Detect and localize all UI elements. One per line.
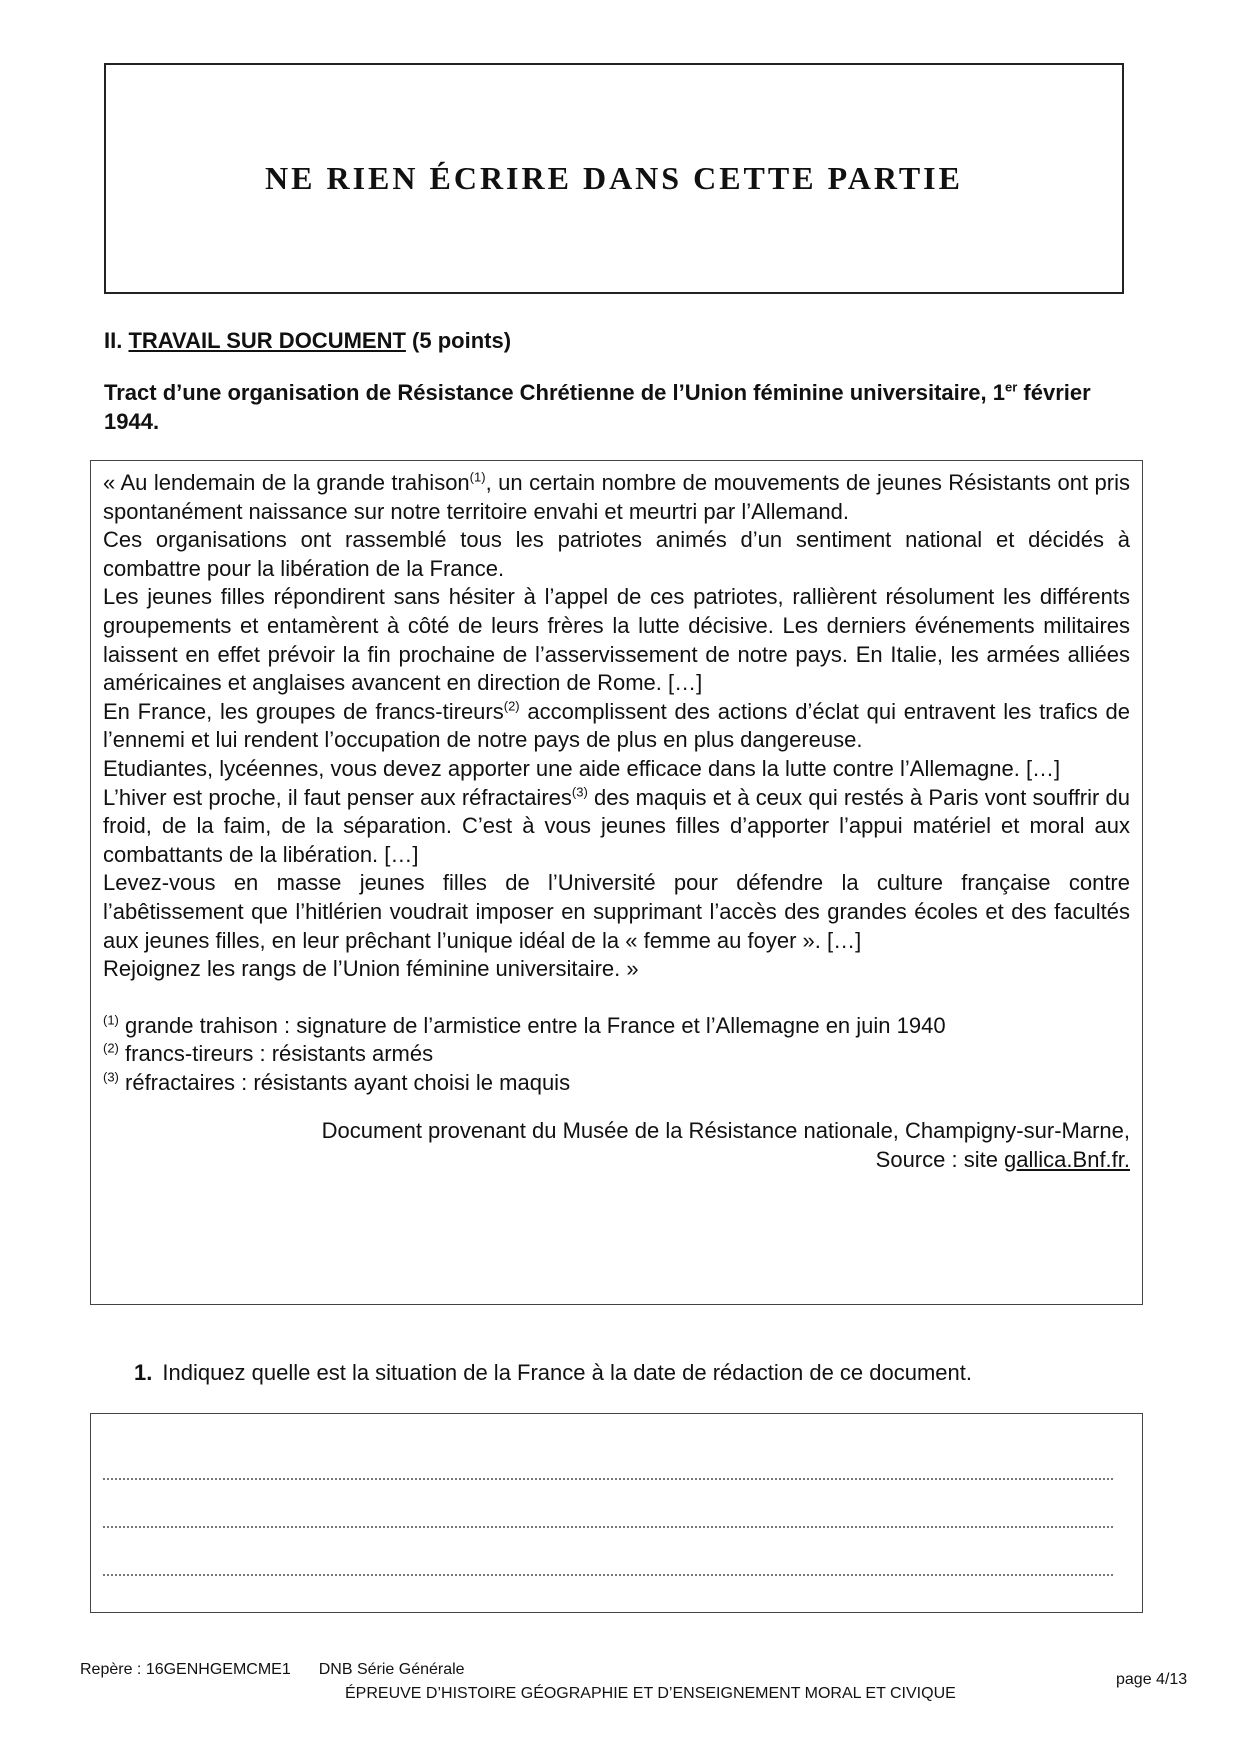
section-points: (5 points) bbox=[412, 328, 512, 353]
source-site bbox=[103, 1146, 1130, 1175]
footnote bbox=[103, 1040, 1130, 1069]
footer-info bbox=[80, 1661, 493, 1679]
section-heading bbox=[104, 328, 511, 354]
answer-line[interactable] bbox=[103, 1478, 1113, 1480]
document-paragraph: Les jeunes filles répondirent sans hésiter à l’appel de ces patriotes, rallièrent résolument les différents groupements et entamèrent à côté de leurs frères la lutte décisive. Les derniers événements militaires laissent en effet prévoir la fin prochaine de l’asservissement de notre pays. En Italie, les armées alliées américaines et anglaises avancent en direction de Rome. […] bbox=[103, 584, 1130, 696]
source-link[interactable]: gallica.Bnf.fr. bbox=[1004, 1147, 1130, 1173]
document-paragraph: Etudiantes, lycéennes, vous devez apporter une aide efficace dans la lutte contre l’Allemagne. […] bbox=[103, 755, 1061, 781]
document-paragraph: Levez-vous en masse jeunes filles de l’Université pour défendre la culture française contre l’abêtissement que l’hitlérien voudrait imposer en supprimant l’accès des grandes écoles et des facultés aux jeunes filles, en leur prêchant l’unique idéal de la « femme au foyer ». […] bbox=[103, 870, 1130, 953]
section-title: TRAVAIL SUR DOCUMENT bbox=[128, 328, 406, 353]
footer-page-number: page 4/13 bbox=[1116, 1671, 1188, 1688]
document-paragraph: Rejoignez les rangs de l’Union féminine universitaire. » bbox=[103, 956, 639, 982]
document-paragraph bbox=[103, 469, 1130, 526]
answer-line[interactable] bbox=[103, 1574, 1113, 1576]
paragraph-text: En France, les groupes de francs-tireurs bbox=[103, 698, 504, 724]
footnote-ref: (1) bbox=[469, 469, 486, 485]
footnote-number: (1) bbox=[103, 1012, 119, 1028]
footnote-number: (3) bbox=[103, 1069, 119, 1085]
paragraph-text: , un certain nombre de mouvements de jeunes Résistants ont pris spontanément naissance sur notre territoire envahi et meurtri par l’Allemand. bbox=[103, 470, 1130, 524]
section-number: II. bbox=[104, 328, 123, 353]
footnote-number: (2) bbox=[103, 1040, 119, 1056]
answer-box[interactable] bbox=[90, 1413, 1143, 1613]
footnote-ref: (3) bbox=[571, 784, 588, 800]
question-text: Indiquez quelle est la situation de la France à la date de rédaction de ce document. bbox=[162, 1360, 972, 1385]
paragraph-text: des maquis et à ceux qui restés à Paris vont souffrir du froid, de la faim, de la séparation. C’est à vous jeunes filles d’apporter l’appui matériel et moral aux combattants de la libération. […] bbox=[103, 784, 1130, 867]
document-paragraph bbox=[103, 698, 1130, 755]
footer-epreuve: ÉPREUVE D’HISTOIRE GÉOGRAPHIE ET D’ENSEIGNEMENT MORAL ET CIVIQUE bbox=[345, 1685, 956, 1702]
paragraph-text: accomplissent des actions d’éclat qui entravent les trafics de l’ennemi et lui rendent l’occupation de notre pays de plus en plus dangereuse. bbox=[103, 698, 1130, 753]
document-box bbox=[90, 460, 1143, 1305]
document-title bbox=[104, 378, 1124, 436]
footnote-text: grande trahison : signature de l’armistice entre la France et l’Allemagne en juin 1940 bbox=[118, 1012, 946, 1038]
document-paragraph bbox=[103, 784, 1130, 870]
answer-line[interactable] bbox=[103, 1526, 1113, 1528]
document-title-sup: er bbox=[1005, 379, 1018, 395]
question-1 bbox=[134, 1360, 972, 1386]
paragraph-text: « Au lendemain de la grande trahison bbox=[103, 470, 470, 495]
document-paragraph: Ces organisations ont rassemblé tous les patriotes animés d’un sentiment national et décidés à combattre pour la libération de la France. bbox=[103, 527, 1130, 581]
footnote-text: francs-tireurs : résistants armés bbox=[118, 1041, 434, 1067]
footer-repere: Repère : 16GENHGEMCME1 bbox=[80, 1661, 291, 1678]
source-prefix: Source : site bbox=[875, 1147, 1005, 1173]
document-title-end: février 1944. bbox=[104, 380, 1091, 434]
source-citation bbox=[103, 1117, 1130, 1174]
paragraph-text: L’hiver est proche, il faut penser aux réfractaires bbox=[103, 784, 572, 810]
footnote-text: réfractaires : résistants ayant choisi le maquis bbox=[118, 1069, 571, 1095]
footnote bbox=[103, 1012, 1130, 1041]
no-writing-box bbox=[104, 63, 1124, 294]
question-number: 1. bbox=[134, 1360, 153, 1385]
no-writing-title: NE RIEN ÉCRIRE DANS CETTE PARTIE bbox=[265, 160, 963, 196]
footnote bbox=[103, 1069, 1130, 1098]
document-title-text: Tract d’une organisation de Résistance Chrétienne de l’Union féminine universitaire, 1 bbox=[104, 380, 1006, 405]
footer-serie: DNB Série Générale bbox=[318, 1661, 465, 1678]
source-line: Document provenant du Musée de la Résistance nationale, Champigny-sur-Marne, bbox=[321, 1118, 1130, 1144]
footnotes bbox=[103, 1012, 1130, 1098]
footnote-ref: (2) bbox=[503, 698, 520, 714]
